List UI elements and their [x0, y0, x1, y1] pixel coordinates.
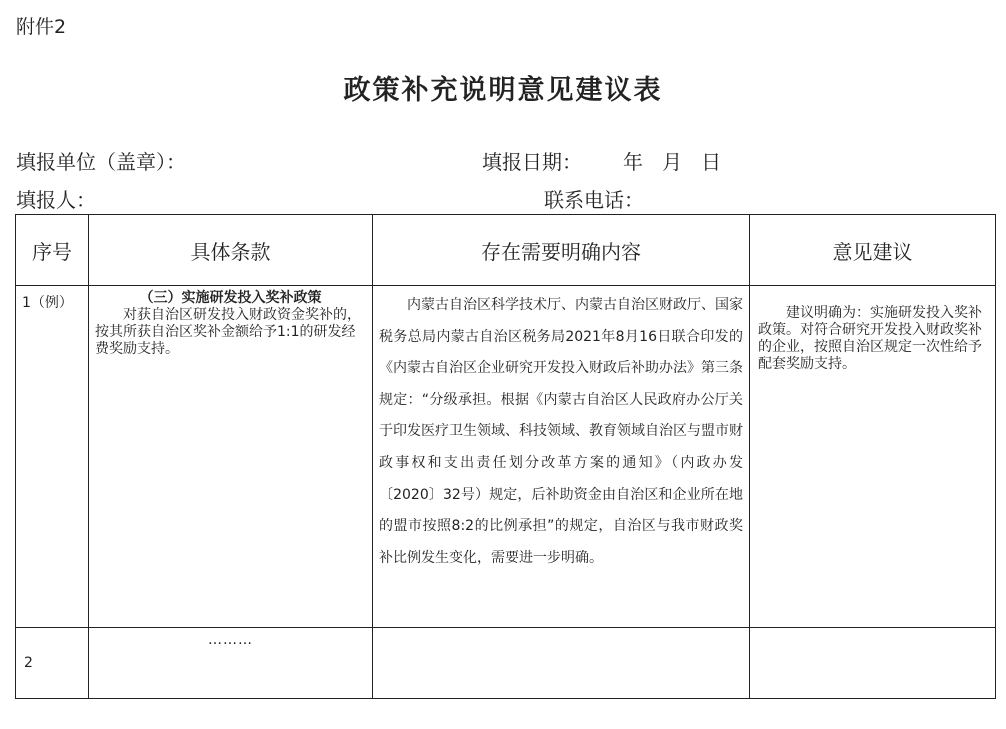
attachment-label: 附件2 [16, 16, 67, 38]
row-clause [89, 628, 373, 699]
table-row [16, 286, 996, 628]
date-fields: 年 月 日 [623, 150, 722, 174]
row-content: 内蒙古自治区科学技术厅、内蒙古自治区财政厅、国家税务总局内蒙古自治区税务局2021年8月16日联合印发的《内蒙古自治区企业研究开发投入财政后补助办法》第三条规定：“分级承担。根据《内蒙古自治区人民政府办公厅关于印发医疗卫生领域、科技领域、教育领域自治区与盟市财政事权和支出责任划分改革方案的通知》（内政办发〔2020〕32号）规定，后补助资金由自治区和企业所在地的盟市按照8:2的比例承担”的规定，自治区与我市财政奖补比例发生变化，需要进一步明确。 [373, 286, 750, 628]
row-content [373, 628, 750, 699]
phone-label: 联系电话： [544, 188, 644, 212]
row-seq: 1（例） [16, 286, 89, 628]
person-label: 填报人： [16, 188, 96, 212]
unit-label: 填报单位（盖章）： [16, 150, 186, 174]
row-clause [89, 286, 373, 628]
header-advice: 意见建议 [750, 215, 996, 286]
clause-body: 对获自治区研发投入财政资金奖补的，按其所获自治区奖补金额给予1:1的研发经费奖励支持。 [95, 307, 361, 357]
page-title: 政策补充说明意见建议表 [343, 75, 663, 106]
row-advice [750, 628, 996, 699]
date-label: 填报日期： [482, 150, 582, 174]
header-seq: 序号 [16, 215, 89, 286]
clause-ellipsis: ……… [208, 632, 253, 648]
opinion-table [15, 214, 996, 699]
header-clause: 具体条款 [89, 215, 373, 286]
clause-title: （三）实施研发投入奖补政策 [139, 290, 322, 306]
table-row [16, 628, 996, 699]
row-advice: 建议明确为：实施研发投入奖补政策。对符合研究开发投入财政奖补的企业，按照自治区规定一次性给予配套奖励支持。 [750, 286, 996, 628]
header-content: 存在需要明确内容 [373, 215, 750, 286]
header-row [16, 215, 996, 286]
row-seq: 2 [16, 628, 89, 699]
